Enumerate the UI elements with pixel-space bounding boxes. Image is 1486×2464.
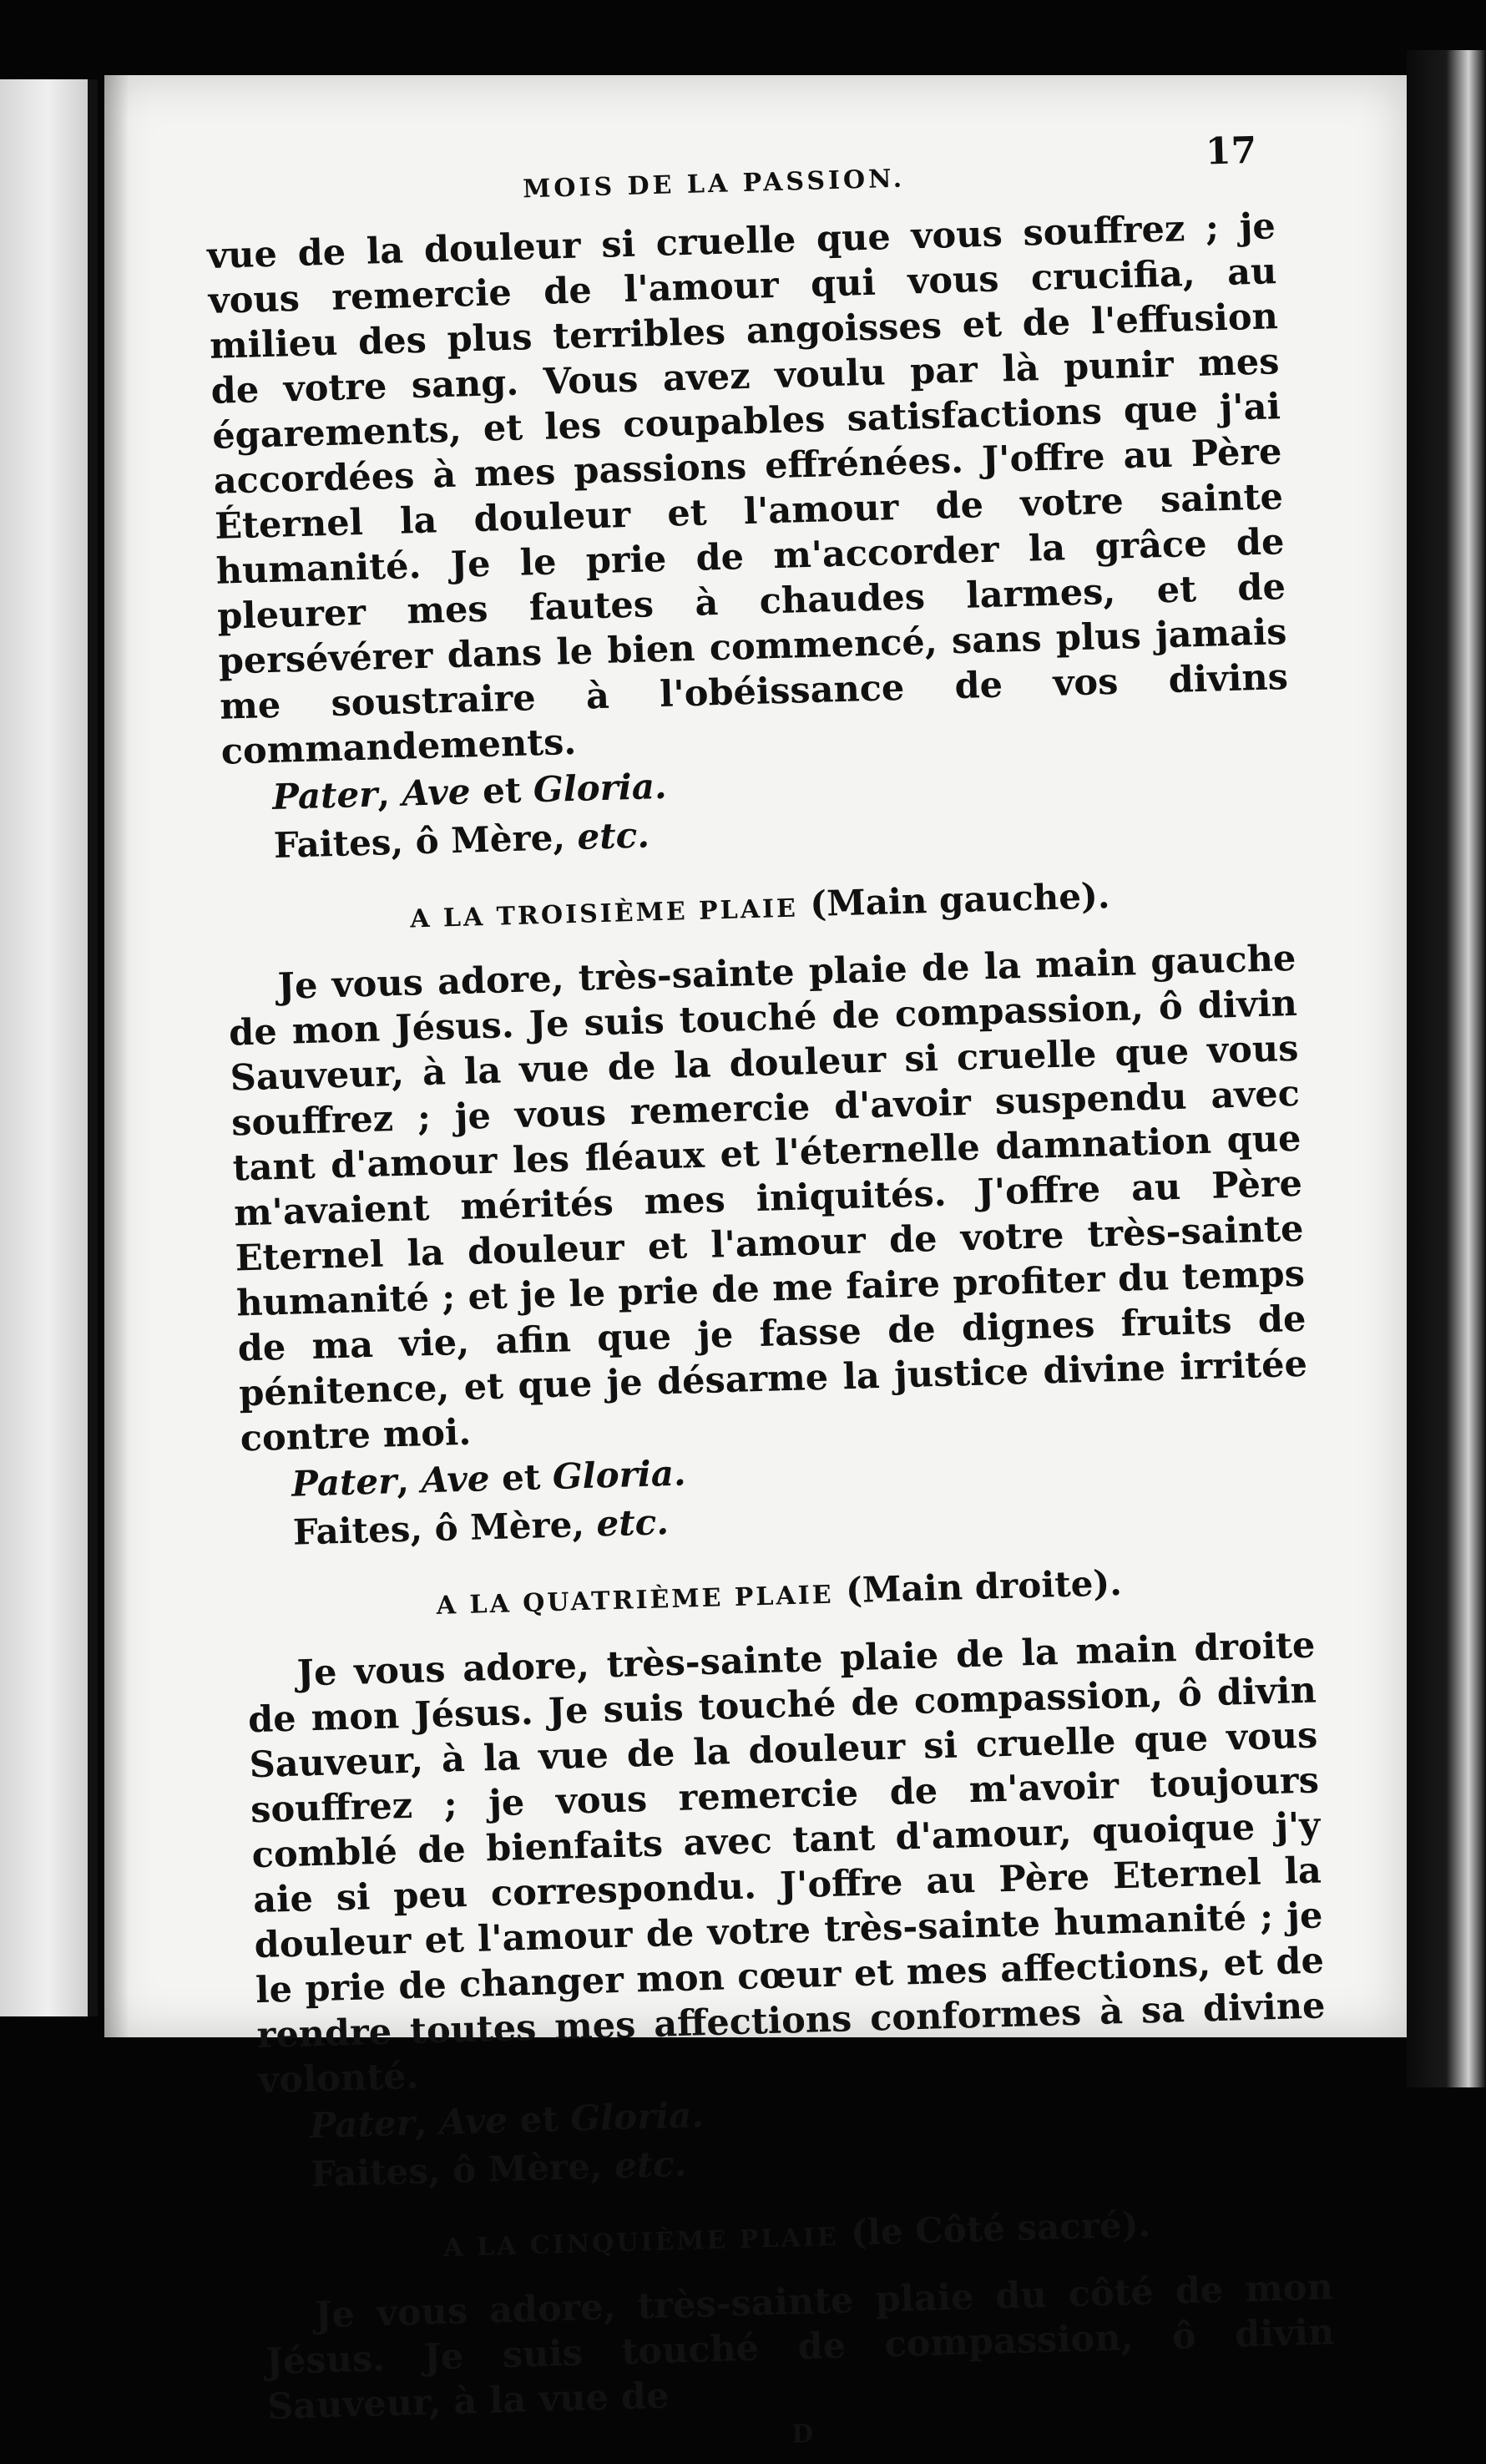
heading-fourth-wound xyxy=(245,1557,1314,1628)
book-edge-right xyxy=(1407,50,1486,2087)
et-text: et xyxy=(482,769,522,812)
prayer-pater-ave-gloria: Pater, Ave et Gloria. xyxy=(291,1452,687,1505)
etc-text: etc. xyxy=(576,814,650,858)
pater-text: Pater xyxy=(309,2102,416,2147)
ave-text: Ave xyxy=(401,771,472,814)
etc-text: etc. xyxy=(614,2143,687,2187)
paragraph-continued: vue de la douleur si cruelle que vous souffrez ; je vous remercie de l'amour qui vous crucifia, au milieu des plus terribles angoisses et de l'effusion de votre sang. Vous avez voulu par là punir mes égarements, et les coupables satisfactions que j'ai accordées à mes passions effrénées. J'offre au Père Éternel la douleur et l'amour de votre sainte humanité. Je le prie de m'accorder la grâce de pleurer mes fautes à chaudes larmes, et de persévérer dans le bien commencé, sans plus jamais me soustraire à l'obéissance de vos divins commandements. xyxy=(206,205,1289,773)
paragraph-fifth-wound: Je vous adore, très-sainte plaie du côté de mon Jésus. Je suis touché de compassion, ô divin Sauveur, à la vue de xyxy=(265,2266,1335,2428)
ave-text: Ave xyxy=(420,1458,491,1501)
faites-text: Faites, ô Mère, xyxy=(273,817,566,866)
page-number: 17 xyxy=(1205,129,1257,174)
previous-page-edge xyxy=(0,79,90,2016)
pater-text: Pater xyxy=(291,1460,397,1505)
heading-fifth-suffix: (le Côté sacré). xyxy=(850,2203,1151,2254)
book-page xyxy=(104,75,1407,2450)
paragraph-third-wound: Je vous adore, très-sainte plaie de la main gauche de mon Jésus. Je suis touché de compassion, ô divin Sauveur, à la vue de la douleur si cruelle que vous souffrez ; je vous remercie d'avoir suspendu avec tant d'amour les fléaux et l'éternelle damnation que m'avaient mérités mes iniquités. J'offre au Père Eternel la douleur et l'amour de votre très-sainte humanité ; et je le prie de me faire profiter du temps de ma vie, afin que je fasse de dignes fruits de pénitence, et que je désarme la justice divine irritée contre moi. xyxy=(228,937,1308,1460)
etc-text: etc. xyxy=(595,1501,670,1545)
faites-text: Faites, ô Mère, xyxy=(310,2145,604,2195)
prayer-pater-ave-gloria: Pater, Ave et Gloria. xyxy=(271,765,668,818)
heading-third-wound xyxy=(225,870,1295,941)
pater-text: Pater xyxy=(271,773,378,818)
faites-text: Faites, ô Mère, xyxy=(292,1503,585,1553)
gloria-text: Gloria. xyxy=(569,2094,705,2139)
gloria-text: Gloria. xyxy=(533,765,668,811)
heading-fifth-prefix: A LA CINQUIÈME PLAIE xyxy=(442,2222,840,2263)
heading-third-suffix: (Main gauche). xyxy=(809,875,1111,925)
paragraph-fourth-wound: Je vous adore, très-sainte plaie de la main droite de mon Jésus. Je suis touché de compassion, ô divin Sauveur, à la vue de la douleur si cruelle que vous souffrez ; je vous remercie de m'avoir toujours comblé de bienfaits avec tant d'amour, quoique j'y aie si peu correspondu. J'offre au Père Eternel la douleur et l'amour de votre très-sainte humanité ; je le prie de changer mon cœur et mes affections, et de rendre toutes mes affections conformes à sa divine volonté. xyxy=(247,1624,1326,2102)
heading-fifth-wound xyxy=(262,2198,1332,2269)
heading-third-prefix: A LA TROISIÈME PLAIE xyxy=(409,893,799,934)
heading-fourth-suffix: (Main droite). xyxy=(845,1561,1123,1611)
gloria-text: Gloria. xyxy=(552,1452,687,1497)
running-title: MOIS DE LA PASSION. xyxy=(522,164,906,205)
heading-fourth-prefix: A LA QUATRIÈME PLAIE xyxy=(436,1580,835,1621)
prayer-pater-ave-gloria: Pater, Ave et Gloria. xyxy=(309,2094,705,2147)
ave-text: Ave xyxy=(438,2099,508,2143)
signature-mark: D xyxy=(791,2419,814,2450)
et-text: et xyxy=(518,2098,559,2141)
page-text-block xyxy=(205,129,1337,2464)
et-text: et xyxy=(501,1456,541,1499)
